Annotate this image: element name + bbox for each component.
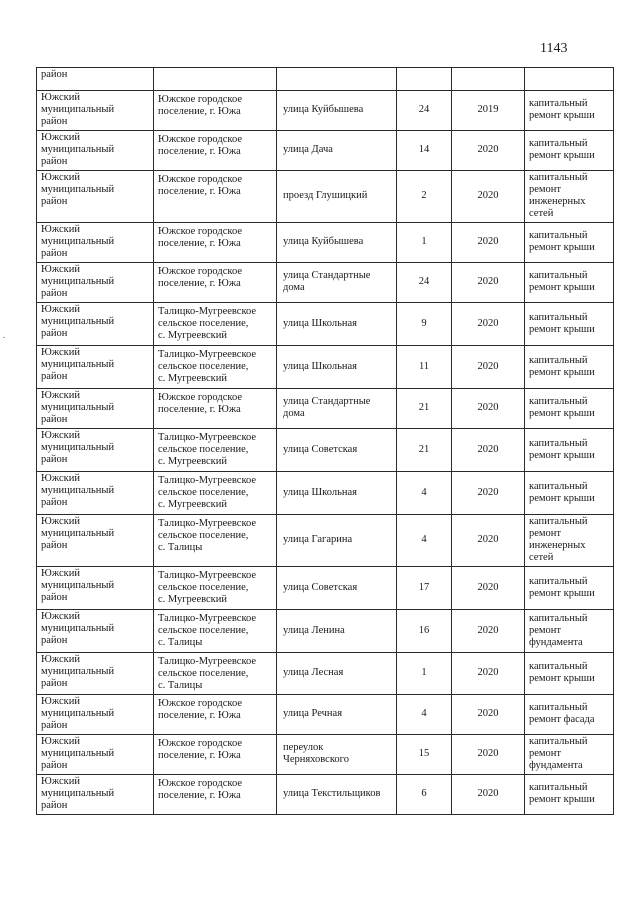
year-cell: 2020 (452, 346, 525, 389)
street-cell: улица Куйбышева (277, 223, 397, 263)
street-cell: улица Дача (277, 131, 397, 171)
district-cell: Южский муниципальный район (37, 775, 154, 815)
street-cell: улица Школьная (277, 303, 397, 346)
table-row (37, 91, 614, 131)
year-cell: 2020 (452, 515, 525, 567)
year-cell: 2020 (452, 303, 525, 346)
street-cell: улица Школьная (277, 346, 397, 389)
table-row (37, 303, 614, 346)
district-cell: Южский муниципальный район (37, 515, 154, 567)
work-type-cell: капитальный ремонт фундамента (525, 610, 614, 653)
work-type-cell: капитальный ремонт инженерных сетей (525, 515, 614, 567)
settlement-cell: Талицко-Мугреевское сельское поселение, с. Мугреевский (154, 429, 277, 472)
district-cell: Южский муниципальный район (37, 567, 154, 610)
settlement-cell: Южское городское поселение, г. Южа (154, 171, 277, 223)
year-cell: 2020 (452, 472, 525, 515)
year-cell: 2020 (452, 263, 525, 303)
table-row (37, 131, 614, 171)
district-cell: Южский муниципальный район (37, 695, 154, 735)
district-cell: Южский муниципальный район (37, 653, 154, 695)
district-cell: Южский муниципальный район (37, 610, 154, 653)
street-cell: улица Ленина (277, 610, 397, 653)
settlement-cell: Талицко-Мугреевское сельское поселение, с. Мугреевский (154, 346, 277, 389)
house-number-cell: 9 (397, 303, 452, 346)
year-cell: 2019 (452, 91, 525, 131)
district-cell: Южский муниципальный район (37, 735, 154, 775)
table-row (37, 735, 614, 775)
table-row-continuation (37, 68, 614, 91)
house-number-cell: 15 (397, 735, 452, 775)
table-row (37, 567, 614, 610)
street-cell: улица Речная (277, 695, 397, 735)
settlement-cell: Южское городское поселение, г. Южа (154, 223, 277, 263)
work-type-cell: капитальный ремонт крыши (525, 346, 614, 389)
district-cell: район (37, 68, 154, 91)
year-cell: 2020 (452, 389, 525, 429)
work-type-cell: капитальный ремонт крыши (525, 567, 614, 610)
work-type-cell: капитальный ремонт крыши (525, 389, 614, 429)
street-cell: переулок Черняховского (277, 735, 397, 775)
district-cell: Южский муниципальный район (37, 263, 154, 303)
street-cell: улица Советская (277, 429, 397, 472)
year-cell: 2020 (452, 735, 525, 775)
settlement-cell: Южское городское поселение, г. Южа (154, 735, 277, 775)
work-type-cell: капитальный ремонт крыши (525, 653, 614, 695)
settlement-cell: Южское городское поселение, г. Южа (154, 389, 277, 429)
year-cell: 2020 (452, 171, 525, 223)
house-number-cell: 1 (397, 223, 452, 263)
house-number-cell: 16 (397, 610, 452, 653)
work-type-cell: капитальный ремонт крыши (525, 131, 614, 171)
table-row (37, 223, 614, 263)
year-cell: 2020 (452, 775, 525, 815)
house-number-cell: 21 (397, 389, 452, 429)
street-cell (277, 68, 397, 91)
settlement-cell: Южское городское поселение, г. Южа (154, 695, 277, 735)
year-cell: 2020 (452, 567, 525, 610)
table-row (37, 695, 614, 735)
year-cell: 2020 (452, 131, 525, 171)
page-number: 1143 (540, 41, 568, 56)
house-number-cell: 21 (397, 429, 452, 472)
settlement-cell: Талицко-Мугреевское сельское поселение, с. Талицы (154, 653, 277, 695)
house-number-cell: 11 (397, 346, 452, 389)
street-cell: улица Советская (277, 567, 397, 610)
district-cell: Южский муниципальный район (37, 389, 154, 429)
table-row (37, 515, 614, 567)
house-number-cell: 1 (397, 653, 452, 695)
table-row (37, 429, 614, 472)
year-cell: 2020 (452, 695, 525, 735)
house-number-cell: 4 (397, 695, 452, 735)
settlement-cell: Талицко-Мугреевское сельское поселение, с. Талицы (154, 610, 277, 653)
work-type-cell: капитальный ремонт крыши (525, 472, 614, 515)
settlement-cell: Талицко-Мугреевское сельское поселение, с. Мугреевский (154, 567, 277, 610)
table-row (37, 263, 614, 303)
street-cell: улица Стандартные дома (277, 263, 397, 303)
work-type-cell: капитальный ремонт фундамента (525, 735, 614, 775)
settlement-cell (154, 68, 277, 91)
work-type-cell: капитальный ремонт инженерных сетей (525, 171, 614, 223)
house-number-cell: 14 (397, 131, 452, 171)
table-row (37, 472, 614, 515)
settlement-cell: Южское городское поселение, г. Южа (154, 263, 277, 303)
street-cell: улица Куйбышева (277, 91, 397, 131)
work-type-cell: капитальный ремонт фасада (525, 695, 614, 735)
work-type-cell: капитальный ремонт крыши (525, 429, 614, 472)
street-cell: улица Текстильщиков (277, 775, 397, 815)
street-cell: проезд Глушицкий (277, 171, 397, 223)
work-type-cell: капитальный ремонт крыши (525, 263, 614, 303)
house-number-cell: 4 (397, 472, 452, 515)
year-cell: 2020 (452, 429, 525, 472)
house-number-cell (397, 68, 452, 91)
table-row (37, 346, 614, 389)
district-cell: Южский муниципальный район (37, 131, 154, 171)
house-number-cell: 17 (397, 567, 452, 610)
margin-mark: . (3, 330, 6, 340)
table-row (37, 171, 614, 223)
work-type-cell (525, 68, 614, 91)
table-row (37, 653, 614, 695)
work-type-cell: капитальный ремонт крыши (525, 775, 614, 815)
settlement-cell: Южское городское поселение, г. Южа (154, 91, 277, 131)
house-number-cell: 6 (397, 775, 452, 815)
year-cell (452, 68, 525, 91)
table-body (37, 68, 614, 815)
settlement-cell: Талицко-Мугреевское сельское поселение, с. Мугреевский (154, 472, 277, 515)
settlement-cell: Талицко-Мугреевское сельское поселение, с. Талицы (154, 515, 277, 567)
repair-schedule-table (36, 67, 614, 815)
district-cell: Южский муниципальный район (37, 346, 154, 389)
year-cell: 2020 (452, 610, 525, 653)
district-cell: Южский муниципальный район (37, 171, 154, 223)
district-cell: Южский муниципальный район (37, 472, 154, 515)
settlement-cell: Южское городское поселение, г. Южа (154, 775, 277, 815)
street-cell: улица Школьная (277, 472, 397, 515)
street-cell: улица Лесная (277, 653, 397, 695)
house-number-cell: 4 (397, 515, 452, 567)
settlement-cell: Талицко-Мугреевское сельское поселение, с. Мугреевский (154, 303, 277, 346)
table-row (37, 389, 614, 429)
street-cell: улица Стандартные дома (277, 389, 397, 429)
house-number-cell: 2 (397, 171, 452, 223)
house-number-cell: 24 (397, 91, 452, 131)
house-number-cell: 24 (397, 263, 452, 303)
table-row (37, 775, 614, 815)
settlement-cell: Южское городское поселение, г. Южа (154, 131, 277, 171)
work-type-cell: капитальный ремонт крыши (525, 303, 614, 346)
work-type-cell: капитальный ремонт крыши (525, 223, 614, 263)
table-row (37, 610, 614, 653)
work-type-cell: капитальный ремонт крыши (525, 91, 614, 131)
district-cell: Южский муниципальный район (37, 91, 154, 131)
district-cell: Южский муниципальный район (37, 223, 154, 263)
district-cell: Южский муниципальный район (37, 303, 154, 346)
year-cell: 2020 (452, 223, 525, 263)
street-cell: улица Гагарина (277, 515, 397, 567)
district-cell: Южский муниципальный район (37, 429, 154, 472)
year-cell: 2020 (452, 653, 525, 695)
